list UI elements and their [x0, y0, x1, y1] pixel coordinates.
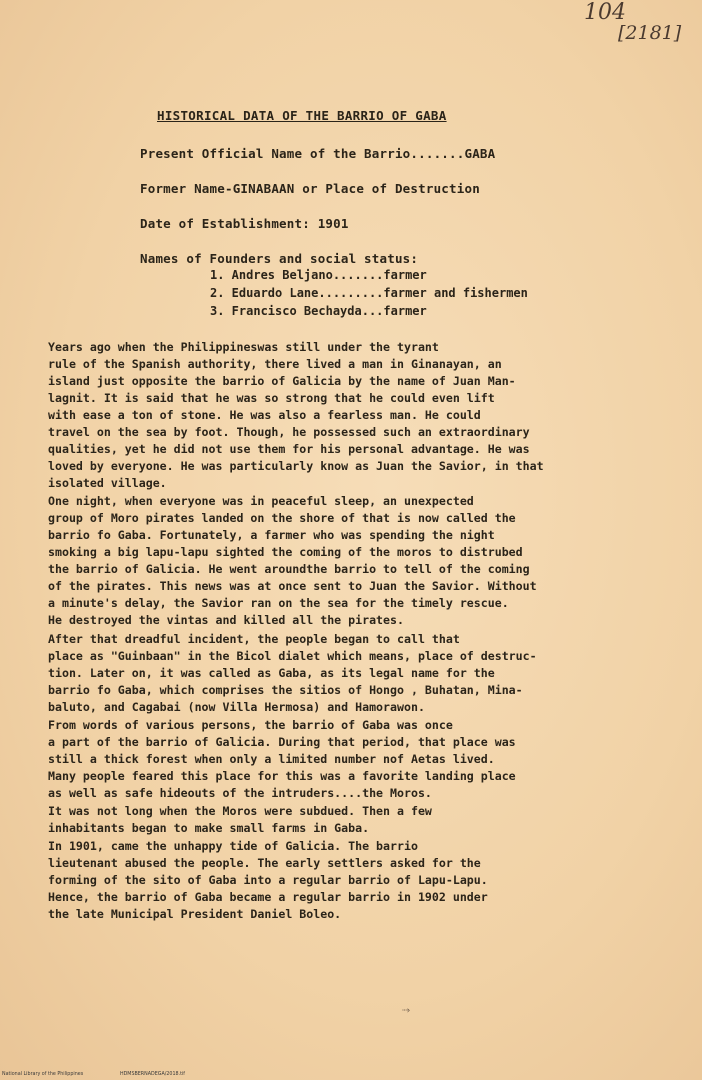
- body-line: barrio fo Gaba, which comprises the sitios of Hongo , Buhatan, Mina-: [48, 683, 523, 697]
- body-line: Years ago when the Philippineswas still under the tyrant: [48, 340, 439, 354]
- body-line: After that dreadful incident, the people began to call that: [48, 632, 460, 646]
- body-line: forming of the sito of Gaba into a regular barrio of Lapu-Lapu.: [48, 873, 488, 887]
- body-line: It was not long when the Moros were subdued. Then a few: [48, 804, 432, 818]
- body-line: place as "Guinbaan" in the Bicol dialet which means, place of destruc-: [48, 649, 537, 663]
- body-line: One night, when everyone was in peaceful sleep, an unexpected: [48, 494, 474, 508]
- body-line: the late Municipal President Daniel Boleo.: [48, 907, 342, 921]
- establishment-date-field: Date of Establishment: 1901: [140, 216, 349, 231]
- body-line: still a thick forest when only a limited number nof Aetas lived.: [48, 752, 495, 766]
- body-line: smoking a big lapu-lapu sighted the coming of the moros to distrubed: [48, 545, 523, 559]
- body-line: as well as safe hideouts of the intruders....the Moros.: [48, 786, 432, 800]
- founders-heading: Names of Founders and social status:: [140, 251, 419, 266]
- body-line: group of Moro pirates landed on the shore of that is now called the: [48, 511, 516, 525]
- library-footer: National Library of the Philippines: [2, 1072, 84, 1077]
- body-line: isolated village.: [48, 476, 167, 490]
- founder-item: 3. Francisco Bechayda...farmer: [210, 304, 427, 318]
- body-line: with ease a ton of stone. He was also a fearless man. He could: [48, 408, 481, 422]
- body-line: lieutenant abused the people. The early settlers asked for the: [48, 856, 481, 870]
- file-id-footer: HDMSBERNADEGA/2018.tif: [120, 1072, 185, 1077]
- founder-item: 1. Andres Beljano.......farmer: [210, 268, 427, 282]
- body-line: qualities, yet he did not use them for his personal advantage. He was: [48, 442, 530, 456]
- body-line: tion. Later on, it was called as Gaba, as its legal name for the: [48, 666, 495, 680]
- body-line: baluto, and Cagabai (now Villa Hermosa) and Hamorawon.: [48, 700, 425, 714]
- body-line: He destroyed the vintas and killed all the pirates.: [48, 613, 404, 627]
- body-line: the barrio of Galicia. He went aroundthe barrio to tell of the coming: [48, 562, 530, 576]
- body-line: inhabitants began to make small farms in Gaba.: [48, 821, 370, 835]
- body-line: loved by everyone. He was particularly know as Juan the Savior, in that: [48, 459, 544, 473]
- page-number-annotation: 104: [584, 0, 626, 25]
- body-line: Many people feared this place for this was a favorite landing place: [48, 769, 516, 783]
- body-line: of the pirates. This news was at once sent to Juan the Savior. Without: [48, 579, 537, 593]
- body-line: rule of the Spanish authority, there lived a man in Ginanayan, an: [48, 357, 502, 371]
- reference-annotation: [2181]: [618, 22, 682, 44]
- document-title: HISTORICAL DATA OF THE BARRIO OF GABA: [157, 108, 447, 123]
- pen-mark-icon: ⤑: [402, 1005, 410, 1016]
- body-line: barrio fo Gaba. Fortunately, a farmer who was spending the night: [48, 528, 495, 542]
- body-line: Hence, the barrio of Gaba became a regular barrio in 1902 under: [48, 890, 488, 904]
- body-line: a part of the barrio of Galicia. During that period, that place was: [48, 735, 516, 749]
- founder-item: 2. Eduardo Lane.........farmer and fishermen: [210, 286, 528, 300]
- body-line: In 1901, came the unhappy tide of Galicia. The barrio: [48, 839, 418, 853]
- body-line: island just opposite the barrio of Galicia by the name of Juan Man-: [48, 374, 516, 388]
- official-name-field: Present Official Name of the Barrio.......GABA: [140, 146, 496, 161]
- former-name-field: Former Name-GINABAAN or Place of Destruction: [140, 181, 480, 196]
- body-line: lagnit. It is said that he was so strong that he could even lift: [48, 391, 495, 405]
- body-line: From words of various persons, the barrio of Gaba was once: [48, 718, 453, 732]
- body-line: a minute's delay, the Savior ran on the sea for the timely rescue.: [48, 596, 509, 610]
- body-line: travel on the sea by foot. Though, he possessed such an extraordinary: [48, 425, 530, 439]
